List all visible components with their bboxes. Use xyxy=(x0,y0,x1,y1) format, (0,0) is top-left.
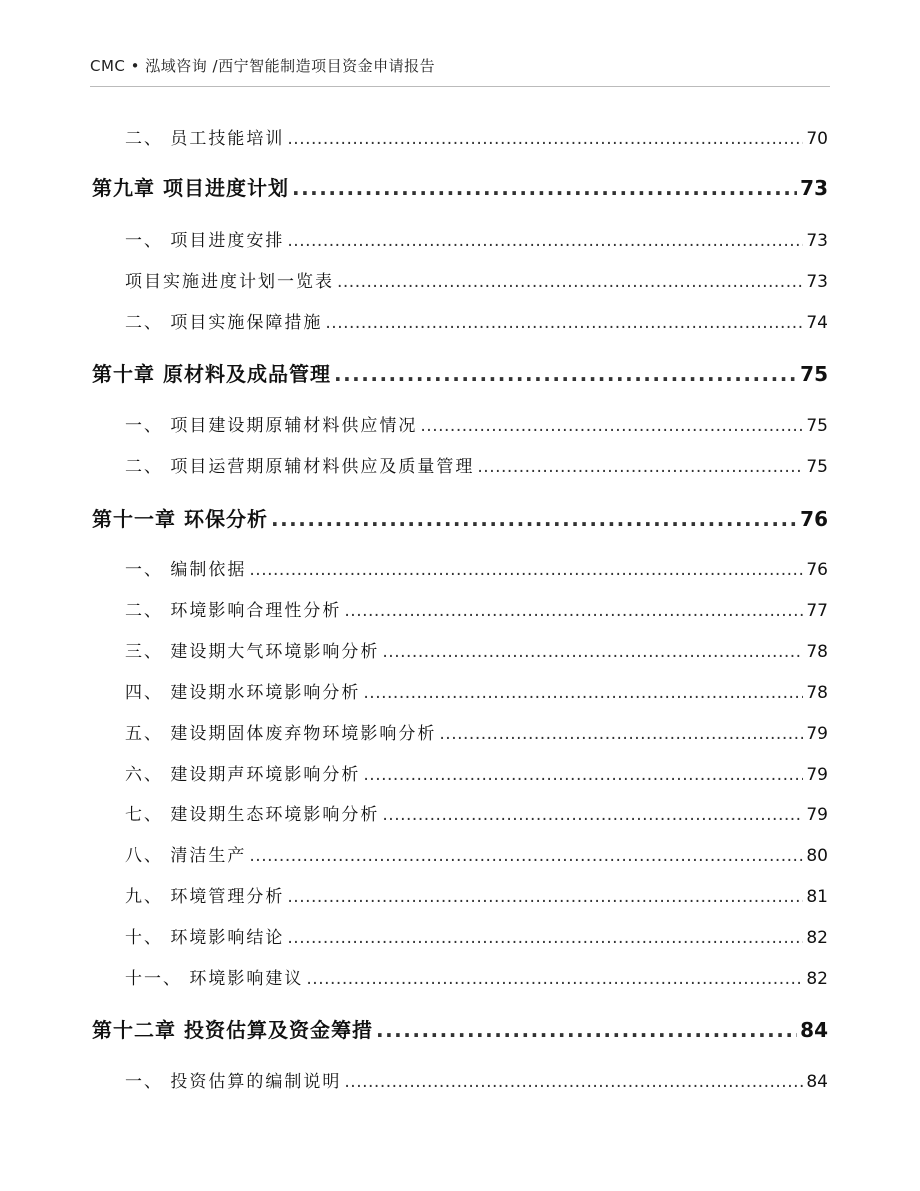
toc-page-number: 75 xyxy=(806,416,828,436)
toc-page-number: 81 xyxy=(806,887,828,907)
toc-entry[interactable] xyxy=(0,882,920,907)
toc-leader xyxy=(287,928,803,948)
toc-page-number: 79 xyxy=(806,805,828,825)
toc-chapter[interactable] xyxy=(0,358,920,387)
toc-page-number: 80 xyxy=(806,846,828,866)
toc-page-number: 73 xyxy=(800,176,828,200)
toc-entry[interactable] xyxy=(0,596,920,621)
toc-leader xyxy=(344,1072,803,1092)
toc-page-number: 84 xyxy=(806,1072,828,1092)
toc-entry-label: 五、 建设期固体废弃物环境影响分析 xyxy=(125,724,437,744)
toc-leader xyxy=(376,1018,797,1042)
toc-chapter[interactable] xyxy=(0,503,920,532)
toc-chapter-label: 第十一章 环保分析 xyxy=(92,507,268,531)
toc-entry[interactable] xyxy=(0,124,920,149)
toc-entry-label: 二、 环境影响合理性分析 xyxy=(125,601,342,621)
toc-leader xyxy=(325,313,803,333)
toc-leader xyxy=(287,887,803,907)
toc-leader xyxy=(292,176,797,200)
toc-page-number: 76 xyxy=(800,507,828,531)
toc-page-number: 82 xyxy=(806,969,828,989)
toc-leader xyxy=(334,362,797,386)
toc-entry[interactable] xyxy=(0,637,920,662)
toc-leader xyxy=(287,231,803,251)
toc-leader xyxy=(382,805,803,825)
toc-leader xyxy=(477,457,803,477)
toc-chapter[interactable] xyxy=(0,172,920,201)
toc-page-number: 75 xyxy=(806,457,828,477)
toc-page-number: 82 xyxy=(806,928,828,948)
toc-leader xyxy=(382,642,803,662)
toc-entry[interactable] xyxy=(0,452,920,477)
toc-entry[interactable] xyxy=(0,555,920,580)
toc-page-number: 75 xyxy=(800,362,828,386)
toc-entry[interactable] xyxy=(0,719,920,744)
toc-entry-label: 七、 建设期生态环境影响分析 xyxy=(125,805,380,825)
toc-entry-label: 二、 项目运营期原辅材料供应及质量管理 xyxy=(125,457,475,477)
toc-leader xyxy=(344,601,803,621)
toc-entry[interactable] xyxy=(0,267,920,292)
toc-entry-label: 一、 项目建设期原辅材料供应情况 xyxy=(125,416,418,436)
toc-leader xyxy=(287,129,803,149)
toc-page-number: 76 xyxy=(806,560,828,580)
toc-page-number: 79 xyxy=(806,724,828,744)
toc-page-number: 74 xyxy=(806,313,828,333)
toc-leader xyxy=(271,507,797,531)
toc-leader xyxy=(420,416,803,436)
toc-entry[interactable] xyxy=(0,923,920,948)
toc-page-number: 84 xyxy=(800,1018,828,1042)
toc-chapter-label: 第十二章 投资估算及资金筹措 xyxy=(92,1018,373,1042)
toc-entry[interactable] xyxy=(0,308,920,333)
toc-entry-label: 一、 编制依据 xyxy=(125,560,247,580)
toc-entry-label: 十、 环境影响结论 xyxy=(125,928,285,948)
toc-leader xyxy=(306,969,803,989)
toc-entry[interactable] xyxy=(0,964,920,989)
toc-leader xyxy=(363,683,803,703)
toc-entry-label: 二、 员工技能培训 xyxy=(125,129,285,149)
toc-entry-label: 九、 环境管理分析 xyxy=(125,887,285,907)
toc-page-number: 73 xyxy=(806,272,828,292)
toc-entry[interactable] xyxy=(0,841,920,866)
toc-chapter-label: 第十章 原材料及成品管理 xyxy=(92,362,331,386)
toc-entry-label: 十一、 环境影响建议 xyxy=(125,969,304,989)
toc-entry[interactable] xyxy=(0,226,920,251)
toc-entry-label: 八、 清洁生产 xyxy=(125,846,247,866)
toc-leader xyxy=(439,724,803,744)
toc-leader xyxy=(249,846,803,866)
toc-entry-label: 项目实施进度计划一览表 xyxy=(125,272,334,292)
toc-entry-label: 二、 项目实施保障措施 xyxy=(125,313,323,333)
toc-entry-label: 一、 项目进度安排 xyxy=(125,231,285,251)
toc-entry-label: 四、 建设期水环境影响分析 xyxy=(125,683,361,703)
toc-entry[interactable] xyxy=(0,800,920,825)
toc-entry[interactable] xyxy=(0,760,920,785)
toc-page-number: 77 xyxy=(806,601,828,621)
toc-entry[interactable] xyxy=(0,411,920,436)
toc-leader xyxy=(337,272,803,292)
toc-entry[interactable] xyxy=(0,678,920,703)
toc-chapter-label: 第九章 项目进度计划 xyxy=(92,176,289,200)
toc-page-number: 70 xyxy=(806,129,828,149)
toc-leader xyxy=(249,560,803,580)
toc-page-number: 78 xyxy=(806,683,828,703)
toc-chapter[interactable] xyxy=(0,1014,920,1043)
toc-entry-label: 一、 投资估算的编制说明 xyxy=(125,1072,342,1092)
toc-page-number: 78 xyxy=(806,642,828,662)
toc-entry-label: 六、 建设期声环境影响分析 xyxy=(125,765,361,785)
toc-leader xyxy=(363,765,803,785)
toc-page-number: 79 xyxy=(806,765,828,785)
toc-page-number: 73 xyxy=(806,231,828,251)
toc-entry-label: 三、 建设期大气环境影响分析 xyxy=(125,642,380,662)
toc-entry[interactable] xyxy=(0,1067,920,1092)
page-header: CMC • 泓域咨询 /西宁智能制造项目资金申请报告 xyxy=(90,55,830,87)
